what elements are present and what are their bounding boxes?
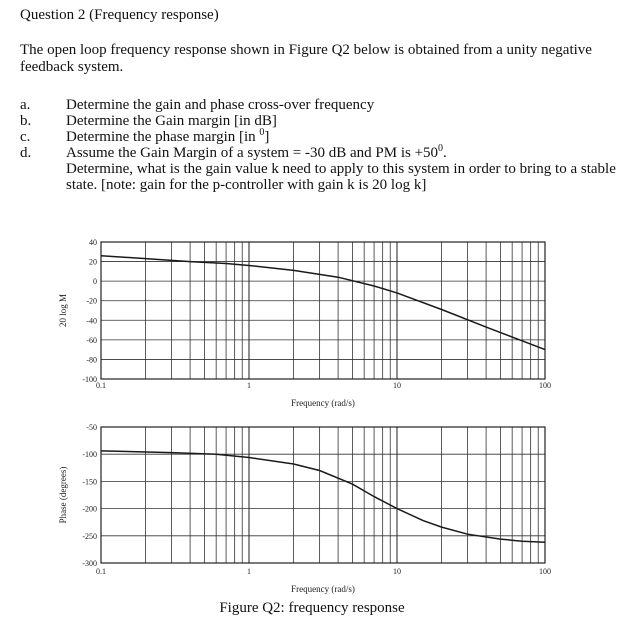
magnitude-ytick-label: 0 bbox=[93, 277, 97, 287]
magnitude-xtick-label: 10 bbox=[393, 381, 401, 390]
magnitude-ytick-label: 20 bbox=[89, 257, 97, 267]
phase-ytick-label: -200 bbox=[82, 504, 97, 514]
item-text: Determine the gain and phase cross-over frequency bbox=[66, 97, 375, 113]
phase-ytick-label: -50 bbox=[86, 423, 97, 432]
item-letter: d. bbox=[20, 145, 32, 161]
phase-xtick-label: 1 bbox=[247, 567, 251, 576]
magnitude-x-axis-label: Frequency (rad/s) bbox=[291, 398, 355, 408]
phase-y-axis-label: Phase (degrees) bbox=[58, 466, 68, 524]
phase-ytick-label: -100 bbox=[82, 450, 97, 460]
question-intro: The open loop frequency response shown in Figure Q2 below is obtained from a unity negative feedback system. bbox=[20, 42, 592, 75]
phase-ytick-label: -150 bbox=[82, 477, 97, 487]
degree-superscript: 0 bbox=[438, 143, 444, 154]
phase-xtick-label: 100 bbox=[539, 567, 551, 576]
magnitude-xtick-label: 0.1 bbox=[96, 381, 106, 390]
phase-plot-frame bbox=[101, 427, 545, 563]
phase-xtick-label: 10 bbox=[393, 567, 401, 576]
phase-xtick-label: 0.1 bbox=[96, 567, 106, 576]
degree-superscript: 0 bbox=[259, 127, 265, 138]
magnitude-ytick-label: 40 bbox=[89, 238, 97, 247]
phase-curve bbox=[101, 451, 545, 542]
magnitude-plot-frame bbox=[101, 242, 545, 379]
question-title: Question 2 (Frequency response) bbox=[20, 7, 219, 23]
magnitude-ytick-label: -40 bbox=[86, 316, 97, 326]
magnitude-ytick-label: -60 bbox=[86, 335, 97, 345]
item-d-continued: Determine, what is the gain value k need to apply to this system in order to bring to a stable state. [note: gain for the p-controller with gain k is 20 log k] bbox=[66, 161, 616, 193]
phase-ytick-label: -300 bbox=[82, 559, 97, 568]
magnitude-ytick-label: -80 bbox=[86, 355, 97, 365]
phase-x-axis-label: Frequency (rad/s) bbox=[291, 584, 355, 594]
figure-caption: Figure Q2: frequency response bbox=[219, 600, 405, 616]
phase-ytick-label: -250 bbox=[82, 531, 97, 541]
magnitude-xtick-label: 1 bbox=[247, 381, 251, 390]
item-text: Determine the phase margin [in $^0$] bbox=[66, 127, 270, 145]
magnitude-ytick-label: -20 bbox=[86, 296, 97, 306]
item-text: Assume the Gain Margin of a system = -30 dB and PM is $+50^0$. Determine, what is the gain value k need to apply to this system in order to bring to a stable state. [note: gain for the p-controller with gain k is 20 log k] bbox=[66, 143, 616, 193]
magnitude-xtick-label: 100 bbox=[539, 381, 551, 390]
item-letter: b. bbox=[20, 113, 32, 129]
magnitude-ytick-label: -100 bbox=[82, 375, 97, 384]
item-text: Determine the Gain margin [in dB] bbox=[66, 113, 277, 129]
magnitude-curve bbox=[101, 256, 545, 350]
item-letter: a. bbox=[20, 97, 31, 113]
item-letter: c. bbox=[20, 129, 31, 145]
magnitude-y-axis-label: 20 log M bbox=[58, 293, 68, 328]
